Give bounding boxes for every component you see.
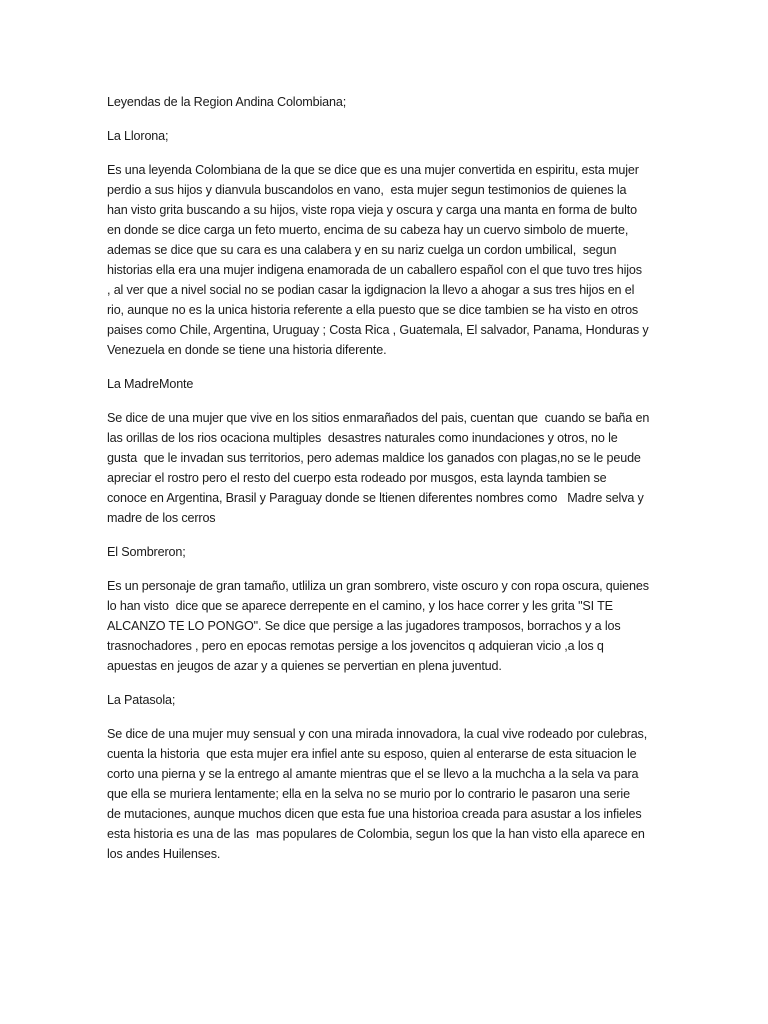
paragraph-line: los andes Huilenses. [107, 847, 221, 861]
section-paragraph [107, 160, 663, 360]
paragraph-line: las orillas de los rios ocaciona multiples desastres naturales como inundaciones y otros, no le [107, 431, 618, 445]
document-body [107, 92, 663, 878]
paragraph-line: que ella se muriera lentamente; ella en la selva no se murio por lo contrario le pasaron una serie [107, 787, 630, 801]
paragraph-line: historias ella era una mujer indigena enamorada de un caballero español con el que tuvo tres hijos [107, 263, 642, 277]
paragraph-line: trasnochadores , pero en epocas remotas persige a los jovencitos q adquieran vicio ,a los q [107, 639, 604, 653]
section-la-llorona [107, 126, 663, 360]
section-paragraph [107, 408, 663, 528]
paragraph-line: de mutaciones, aunque muchos dicen que esta fue una historioa creada para asustar a los infieles [107, 807, 642, 821]
document-title: Leyendas de la Region Andina Colombiana; [107, 95, 347, 109]
paragraph-line: ALCANZO TE LO PONGO". Se dice que persige a las jugadores tramposos, borrachos y a los [107, 619, 621, 633]
paragraph-line: , al ver que a nivel social no se podian casar la igdignacion la llevo a ahogar a sus tres hijos en el [107, 283, 635, 297]
section-la-patasola [107, 690, 663, 864]
section-paragraph [107, 576, 663, 676]
section-heading: La Patasola; [107, 693, 176, 707]
paragraph-line: Se dice de una mujer que vive en los sitios enmarañados del pais, cuentan que cuando se baña en [107, 411, 650, 425]
paragraph-line: madre de los cerros [107, 511, 216, 525]
paragraph-line: esta historia es una de las mas populares de Colombia, segun los que la han visto ella aparece en [107, 827, 645, 841]
paragraph-line: en donde se dice carga un feto muerto, encima de su cabeza hay un cuervo simbolo de muerte, [107, 223, 629, 237]
section-heading: La MadreMonte [107, 377, 194, 391]
section-la-madremonte [107, 374, 663, 528]
paragraph-line: corto una pierna y se la entrego al amante mientras que el se llevo a la muchcha a la sela va para [107, 767, 639, 781]
paragraph-line: Es un personaje de gran tamaño, utliliza un gran sombrero, viste oscuro y con ropa oscura, quienes [107, 579, 649, 593]
paragraph-line: apreciar el rostro pero el resto del cuerpo esta rodeado por musgos, esta laynda tambien se [107, 471, 607, 485]
section-heading: El Sombreron; [107, 545, 186, 559]
paragraph-line: rio, aunque no es la unica historia referente a ella puesto que se dice tambien se ha visto en otros [107, 303, 639, 317]
paragraph-line: Venezuela en donde se tiene una historia diferente. [107, 343, 387, 357]
section-paragraph [107, 724, 663, 864]
paragraph-line: lo han visto dice que se aparece derrepente en el camino, y los hace correr y les grita "SI TE [107, 599, 613, 613]
paragraph-line: han visto grita buscando a su hijos, viste ropa vieja y oscura y carga una manta en forma de bulto [107, 203, 637, 217]
paragraph-line: gusta que le invadan sus territorios, pero ademas maldice los ganados con plagas,no se le peude [107, 451, 641, 465]
section-el-sombreron [107, 542, 663, 676]
paragraph-line: perdio a sus hijos y dianvula buscandolos en vano, esta mujer segun testimonios de quienes la [107, 183, 627, 197]
section-heading: La Llorona; [107, 129, 169, 143]
paragraph-line: Es una leyenda Colombiana de la que se dice que es una mujer convertida en espiritu, esta mujer [107, 163, 639, 177]
paragraph-line: paises como Chile, Argentina, Uruguay ; Costa Rica , Guatemala, El salvador, Panama, Honduras y [107, 323, 649, 337]
paragraph-line: apuestas en jeugos de azar y a quienes se pervertian en plena juventud. [107, 659, 502, 673]
paragraph-line: conoce en Argentina, Brasil y Paraguay donde se ltienen diferentes nombres como Madre selva y [107, 491, 644, 505]
paragraph-line: Se dice de una mujer muy sensual y con una mirada innovadora, la cual vive rodeado por culebras, [107, 727, 648, 741]
paragraph-line: ademas se dice que su cara es una calabera y en su nariz cuelga un cordon umbilical, segun [107, 243, 617, 257]
paragraph-line: cuenta la historia que esta mujer era infiel ante su esposo, quien al enterarse de esta situacion le [107, 747, 637, 761]
